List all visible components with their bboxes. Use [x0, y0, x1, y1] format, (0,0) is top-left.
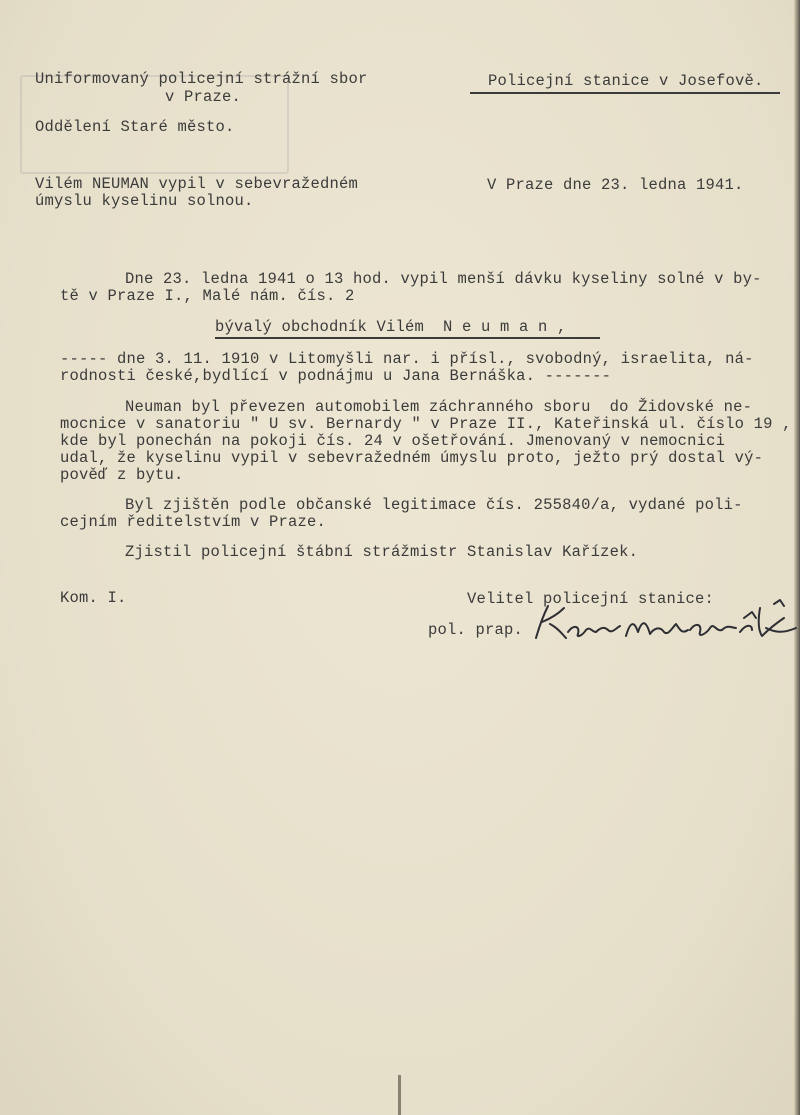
- body-p2-line1: ----- dne 3. 11. 1910 v Litomyšli nar. i přísl., svobodný, israelita, ná-: [60, 350, 754, 368]
- subject-line-1: Vilém NEUMAN vypil v sebevražedném: [35, 175, 359, 193]
- body-p3-line3: kde byl ponechán na pokoji čís. 24 v ošetřování. Jmenovaný v nemocnici: [60, 432, 726, 450]
- body-p1-line1: Dne 23. ledna 1941 o 13 hod. vypil menší dávku kyseliny solné v by-: [125, 270, 762, 288]
- body-p2-line2: rodnosti české,bydlící v podnájmu u Jana Bernáška. -------: [60, 367, 612, 385]
- body-p4-line2: cejním ředitelstvím v Praze.: [60, 513, 327, 531]
- body-p5-line1: Zjistil policejní štábní strážmistr Stanislav Kařízek.: [125, 543, 639, 561]
- body-p3-line4: udal, že kyselinu vypil v sebevražedném úmyslu proto, ježto prý dostal vý-: [60, 449, 764, 467]
- name-underline: [215, 337, 600, 339]
- header-city: v Praze.: [165, 88, 242, 106]
- body-name-line: bývalý obchodník Vilém N e u m a n ,: [215, 318, 567, 336]
- document-date: V Praze dne 23. ledna 1941.: [487, 176, 744, 194]
- body-p3-line2: mocnice v sanatoriu " U sv. Bernardy " v Praze II., Kateřinská ul. číslo 19 ,: [60, 415, 792, 433]
- footer-rank: pol. prap.: [428, 621, 524, 639]
- subject-line-2: úmyslu kyselinu solnou.: [35, 192, 254, 210]
- body-p3-line1: Neuman byl převezen automobilem záchranného sboru do Židovské ne-: [125, 398, 753, 416]
- page-crease: [398, 1075, 401, 1115]
- handwritten-signature: [530, 598, 800, 648]
- body-p1-line2: tě v Praze I., Malé nám. čís. 2: [60, 287, 355, 305]
- body-p3-line5: pověď z bytu.: [60, 466, 184, 484]
- header-underline: [470, 92, 780, 94]
- header-unit: Uniformovaný policejní strážní sbor: [35, 70, 368, 88]
- body-p4-line1: Byl zjištěn podle občanské legitimace čís. 255840/a, vydané poli-: [125, 496, 743, 514]
- footer-commander-title: Velitel policejní stanice:: [467, 590, 715, 608]
- header-station: Policejní stanice v Josefově.: [488, 72, 764, 90]
- header-department: Oddělení Staré město.: [35, 118, 235, 136]
- page-edge: [794, 0, 800, 1115]
- footer-kom: Kom. I.: [60, 589, 127, 607]
